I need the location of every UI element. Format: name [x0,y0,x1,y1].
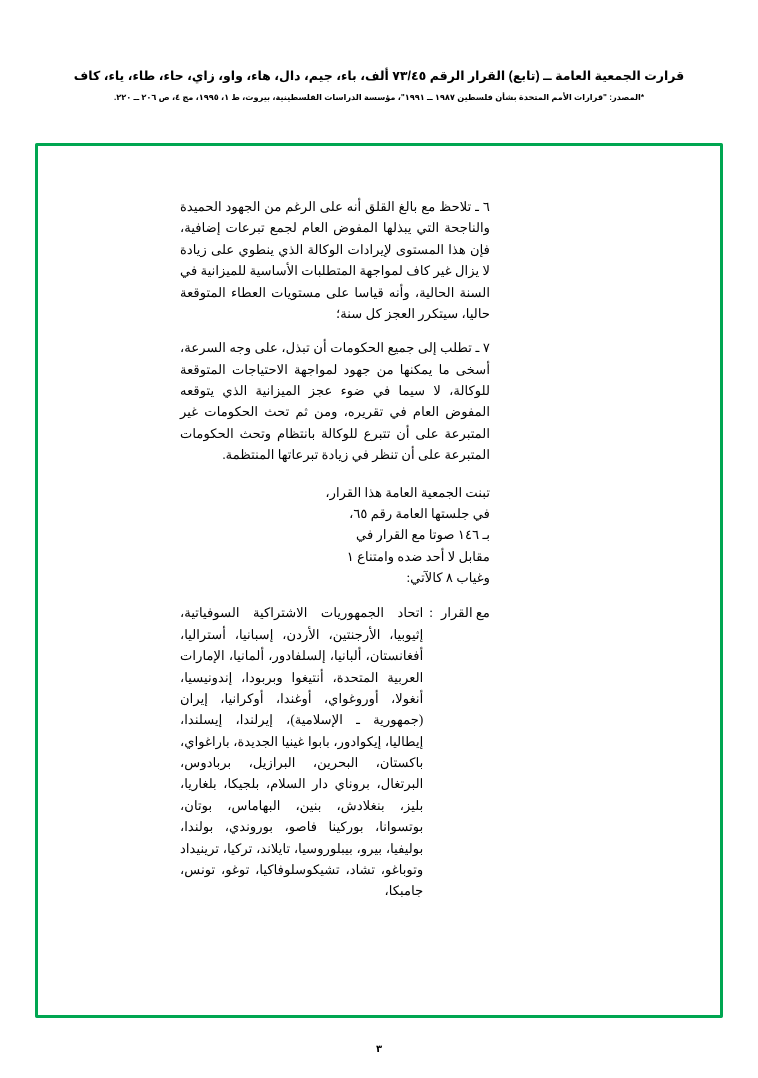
states-in-favour-label: مع القرار [440,605,490,621]
vote-record [180,482,490,589]
vote-line-1: تبنت الجمعية العامة هذا القرار، [325,484,490,500]
paragraph-7: ٧ ـ تطلب إلى جميع الحكومات أن تبذل، على وجه السرعة، أسخى ما يمكنها من جهود لمواجهة الاحتياجات المتوقعة للوكالة، لا سيما في ضوء عجز الميزانية الذي يتوقعه المفوض العام في تقريره، ومن ثم تحث الحكومات غير المتبرعة على أن تتبرع للوكالة بانتظام وتحث الحكومات المتبرعة على أن تنظر في زيادة تبرعاتها المنتظمة. [180,340,490,463]
vote-line-4: مقابل لا أحد ضده وامتناع ١ [346,548,490,564]
page-number: ٣ [375,1044,383,1055]
vote-line-5: وغياب ٨ كالآتي: [406,570,490,585]
states-in-favour [180,602,490,901]
header-title: قرارت الجمعية العامة ــ (تابع) القرار الرقم ٧٣/٤٥ ألف، باء، جيم، دال، هاء، واو، زاي، حاء، طاء، ياء، كاف [73,69,685,83]
states-in-favour-colon: : [429,605,433,621]
vote-line-3: بـ ١٤٦ صوتا مع القرار في [355,527,490,543]
document-body [180,196,490,902]
header-source-note: *المصدر: "قرارات الأمم المتحدة بشأن فلسطين ١٩٨٧ ــ ١٩٩١"، مؤسسة الدراسات الفلسطينية، بيروت، ط ١، ١٩٩٥، مج ٤، ص ٢٠٦ ــ ٢٢٠. [113,92,645,102]
paragraph-6: ٦ ـ تلاحظ مع بالغ القلق أنه على الرغم من الجهود الحميدة والناجحة التي يبذلها المفوض العام لجمع تبرعات إضافية، فإن هذا المستوى لإيرادات الوكالة الذي ينطوي على زيادة لا يزال غير كاف لمواجهة المتطلبات الأساسية للميزانية في السنة الحالية، وأنه قياسا على مستويات العطاء المتوقعة حاليا، سيتكرر العجز كل سنة؛ [180,199,490,321]
vote-line-2: في جلستها العامة رقم ٦٥، [349,505,490,521]
states-in-favour-list: اتحاد الجمهوريات الاشتراكية السوفياتية، إثيوبيا، الأرجنتين، الأردن، إسبانيا، أستراليا، أفغانستان، ألبانيا، إلسلفادور، ألمانيا، الإمارات العربية المتحدة، أنتيغوا وبربودا، إندونيسيا، أنغولا، أوروغواي، أوغندا، أوكرانيا، إيران (جمهورية ـ الإسلامية)، إيرلندا، إيسلندا، إيطاليا، إيكوادور، بابوا غينيا الجديدة، باراغواي، باكستان، البحرين، البرازيل، بربادوس، البرتغال، بروناي دار السلام، بلجيكا، بلغاريا، بليز، بنغلادش، بنين، البهاماس، بوتان، بوتسوانا، بوركينا فاصو، بوروندي، بولندا، بوليفيا، بيرو، بيبلوروسيا، تايلاند، تركيا، ترينيداد وتوباغو، تشاد، تشيكوسلوفاكيا، توغو، تونس، جامبكا، [180,605,424,899]
page-header [0,68,758,103]
